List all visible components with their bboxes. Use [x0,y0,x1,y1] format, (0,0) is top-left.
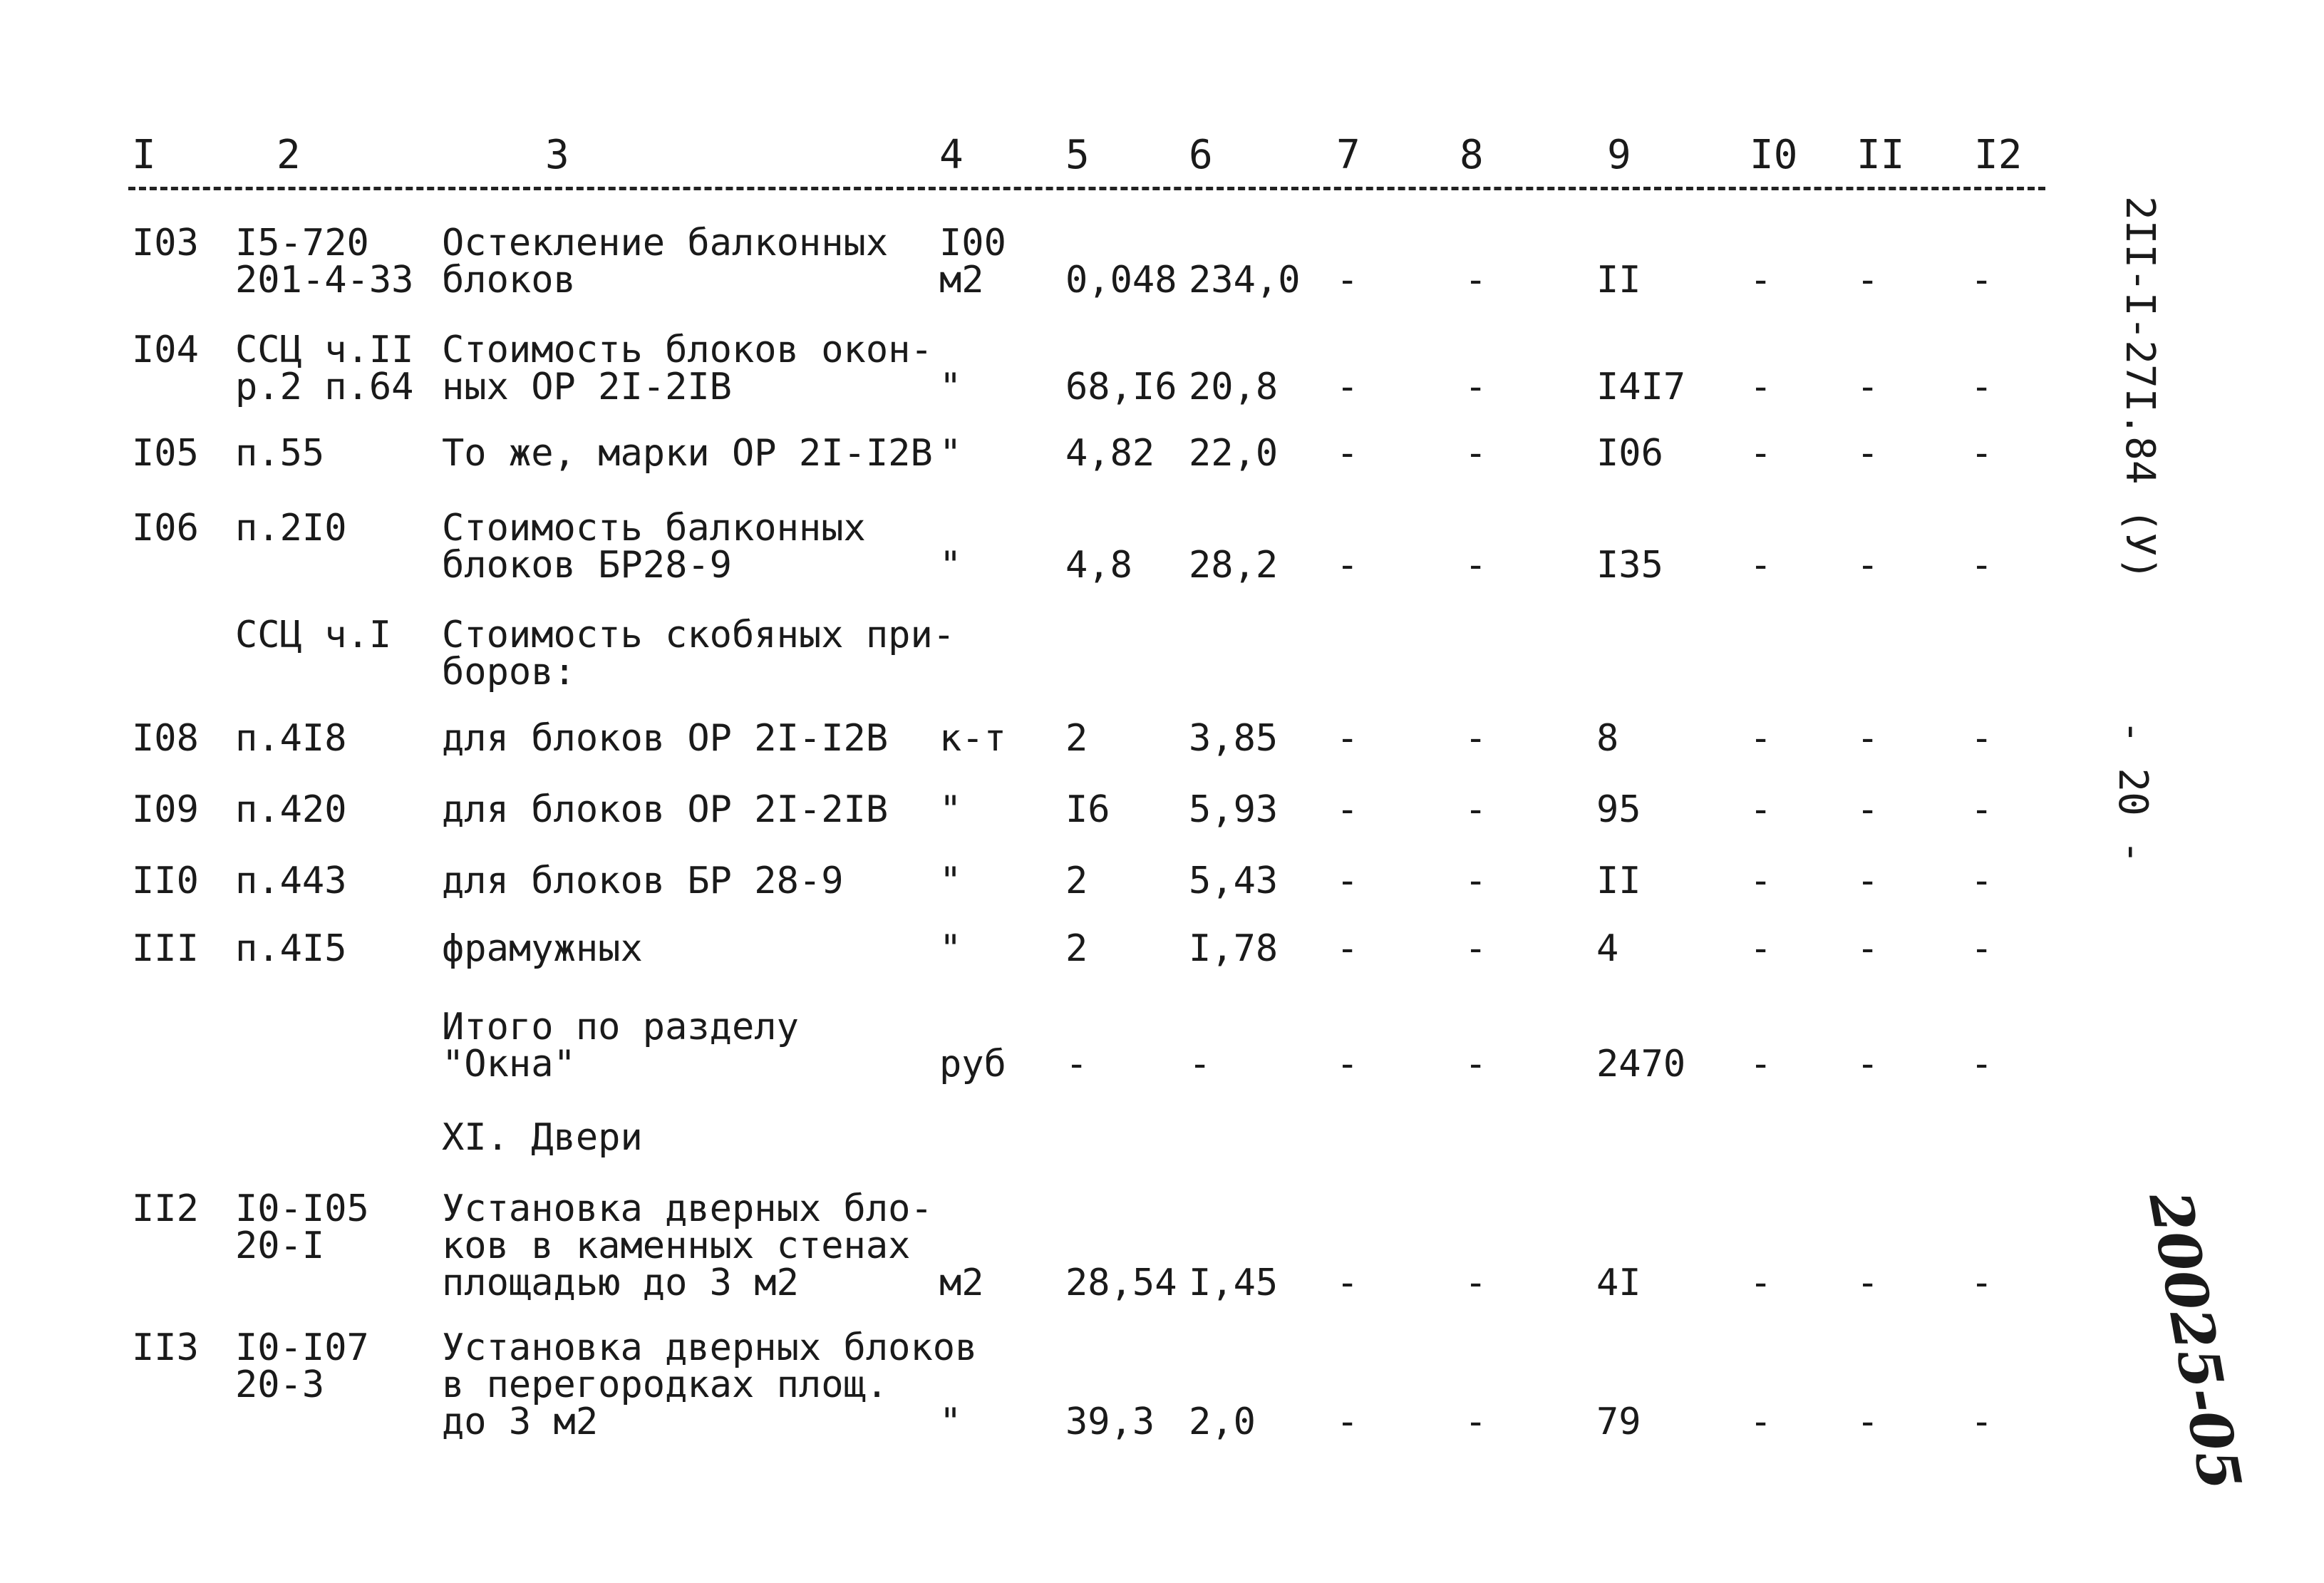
cell-col8: - [1465,1401,1487,1443]
cell-col12: - [1971,927,1993,970]
cell-col8: - [1465,544,1487,587]
cell-col11: - [1856,1043,1879,1086]
cell-col11: - [1856,259,1879,301]
header-divider [128,187,2045,190]
cell-no: I03 [132,222,199,264]
cell-description: Стоимость балконных блоков БР28-9 [442,507,866,587]
cell-code: п.2I0 [235,507,347,550]
cell-col11: - [1856,717,1879,760]
cell-col11: - [1856,927,1879,970]
cell-unit: к-т [939,717,1006,760]
cell-code: ССЦ ч.II р.2 п.64 [235,329,414,408]
cell-col5: 4,8 [1065,544,1132,587]
cell-col7: - [1336,1262,1359,1304]
cell-unit: I00 м2 [939,222,1006,301]
cell-col11: - [1856,1401,1879,1443]
cell-unit: м2 [939,1262,984,1304]
cell-col7: - [1336,1043,1359,1086]
cell-col5: 2 [1065,927,1088,970]
cell-no: II2 [132,1187,199,1230]
cell-code: п.55 [235,432,325,475]
header-col-9: 9 [1607,132,1631,178]
cell-col9: 2470 [1596,1043,1686,1086]
cell-col5: - [1065,1043,1088,1086]
cell-col11: - [1856,1262,1879,1304]
cell-col9: II [1596,259,1641,301]
cell-no: II0 [132,860,199,902]
cell-col12: - [1971,788,1993,831]
cell-code: п.420 [235,788,347,831]
cell-col12: - [1971,1401,1993,1443]
cell-col6: 28,2 [1189,544,1279,587]
cell-code: I0-I07 20-3 [235,1326,369,1406]
cell-col8: - [1465,1043,1487,1086]
cell-col9: II [1596,860,1641,902]
cell-col6: 5,93 [1189,788,1279,831]
cell-no: I06 [132,507,199,550]
cell-col7: - [1336,259,1359,301]
header-col-2: 2 [277,132,301,178]
cell-col10: - [1750,860,1772,902]
cell-col11: - [1856,860,1879,902]
cell-col6: 3,85 [1189,717,1279,760]
cell-description: Остекление балконных блоков [442,222,889,301]
cell-description: для блоков ОР 2I-2IВ [442,788,889,831]
cell-col11: - [1856,432,1879,475]
cell-col6: 5,43 [1189,860,1279,902]
cell-col8: - [1465,259,1487,301]
cell-unit: руб [939,1043,1006,1086]
cell-col6: I,45 [1189,1262,1279,1304]
cell-no: I09 [132,788,199,831]
cell-col7: - [1336,860,1359,902]
cell-code: I5-720 201-4-33 [235,222,414,301]
cell-col10: - [1750,1043,1772,1086]
cell-col12: - [1971,1262,1993,1304]
cell-col8: - [1465,366,1487,408]
cell-no: I08 [132,717,199,760]
cell-col5: 28,54 [1065,1262,1177,1304]
cell-col9: 4 [1596,927,1619,970]
cell-col6: - [1189,1043,1212,1086]
cell-unit: " [939,860,962,902]
cell-col12: - [1971,432,1993,475]
cell-col5: 39,3 [1065,1401,1155,1443]
cell-no: III [132,927,199,970]
cell-col5: I6 [1065,788,1110,831]
cell-col7: - [1336,717,1359,760]
cell-description: фрамужных [442,927,643,970]
cell-col7: - [1336,544,1359,587]
cell-col9: 79 [1596,1401,1641,1443]
cell-description: Стоимость скобяных при- боров: [442,614,956,693]
cell-description: То же, марки ОР 2I-I2В [442,432,933,475]
header-col-1: I [132,132,156,178]
cell-col10: - [1750,1262,1772,1304]
cell-code: п.443 [235,860,347,902]
cell-unit: " [939,366,962,408]
cell-col8: - [1465,860,1487,902]
cell-col9: I06 [1596,432,1663,475]
cell-description: для блоков БР 28-9 [442,860,844,902]
header-col-3: 3 [545,132,569,178]
cell-col10: - [1750,366,1772,408]
cell-no: I04 [132,329,199,371]
cell-col10: - [1750,544,1772,587]
cell-unit: " [939,432,962,475]
cell-col7: - [1336,1401,1359,1443]
header-col-5: 5 [1065,132,1090,178]
cell-col9: 95 [1596,788,1641,831]
header-col-4: 4 [939,132,964,178]
cell-code: п.4I5 [235,927,347,970]
cell-col5: 2 [1065,717,1088,760]
cell-col11: - [1856,788,1879,831]
cell-col5: 68,I6 [1065,366,1177,408]
cell-unit: " [939,788,962,831]
cell-col7: - [1336,432,1359,475]
cell-col12: - [1971,544,1993,587]
cell-description: Итого по разделу "Окна" [442,1006,799,1086]
cell-col5: 4,82 [1065,432,1155,475]
cell-description: XI. Двери [442,1116,643,1159]
header-col-6: 6 [1189,132,1213,178]
header-col-12: I2 [1974,132,2023,178]
cell-col7: - [1336,788,1359,831]
handwritten-number: 20025-05 [2136,1187,2255,1495]
page-number: - 20 - [2109,720,2156,865]
cell-col11: - [1856,366,1879,408]
cell-description: Установка дверных блоков в перегородках площ. до 3 м2 [442,1326,978,1443]
document-code: 2II-I-27I.84 (У) [2117,196,2163,581]
cell-col6: I,78 [1189,927,1279,970]
cell-col6: 22,0 [1189,432,1279,475]
cell-col12: - [1971,1043,1993,1086]
cell-col9: I4I7 [1596,366,1686,408]
cell-col10: - [1750,1401,1772,1443]
cell-unit: " [939,1401,962,1443]
cell-description: Стоимость блоков окон- ных ОР 2I-2IВ [442,329,933,408]
cell-col6: 20,8 [1189,366,1279,408]
cell-col6: 234,0 [1189,259,1301,301]
cell-col8: - [1465,432,1487,475]
cell-no: I05 [132,432,199,475]
cell-col9: I35 [1596,544,1663,587]
cell-col7: - [1336,366,1359,408]
cell-col8: - [1465,717,1487,760]
cell-col11: - [1856,544,1879,587]
cell-col10: - [1750,259,1772,301]
cell-code: п.4I8 [235,717,347,760]
cell-description: Установка дверных бло- ков в каменных стенах площадью до 3 м2 [442,1187,933,1304]
cell-col7: - [1336,927,1359,970]
cell-col5: 2 [1065,860,1088,902]
header-col-11: II [1856,132,1905,178]
cell-no: II3 [132,1326,199,1369]
cell-col8: - [1465,1262,1487,1304]
cell-col12: - [1971,717,1993,760]
cell-col5: 0,048 [1065,259,1177,301]
cell-col8: - [1465,927,1487,970]
cell-col10: - [1750,717,1772,760]
cell-col9: 8 [1596,717,1619,760]
cell-description: для блоков ОР 2I-I2В [442,717,889,760]
cell-code: I0-I05 20-I [235,1187,369,1267]
cell-col9: 4I [1596,1262,1641,1304]
cell-col10: - [1750,788,1772,831]
header-col-10: I0 [1750,132,1798,178]
header-col-8: 8 [1460,132,1484,178]
cell-col10: - [1750,927,1772,970]
cell-unit: " [939,544,962,587]
cell-code: ССЦ ч.I [235,614,392,656]
cell-unit: " [939,927,962,970]
header-col-7: 7 [1336,132,1360,178]
cell-col8: - [1465,788,1487,831]
cell-col10: - [1750,432,1772,475]
cell-col12: - [1971,259,1993,301]
cell-col6: 2,0 [1189,1401,1256,1443]
cell-col12: - [1971,366,1993,408]
cell-col12: - [1971,860,1993,902]
